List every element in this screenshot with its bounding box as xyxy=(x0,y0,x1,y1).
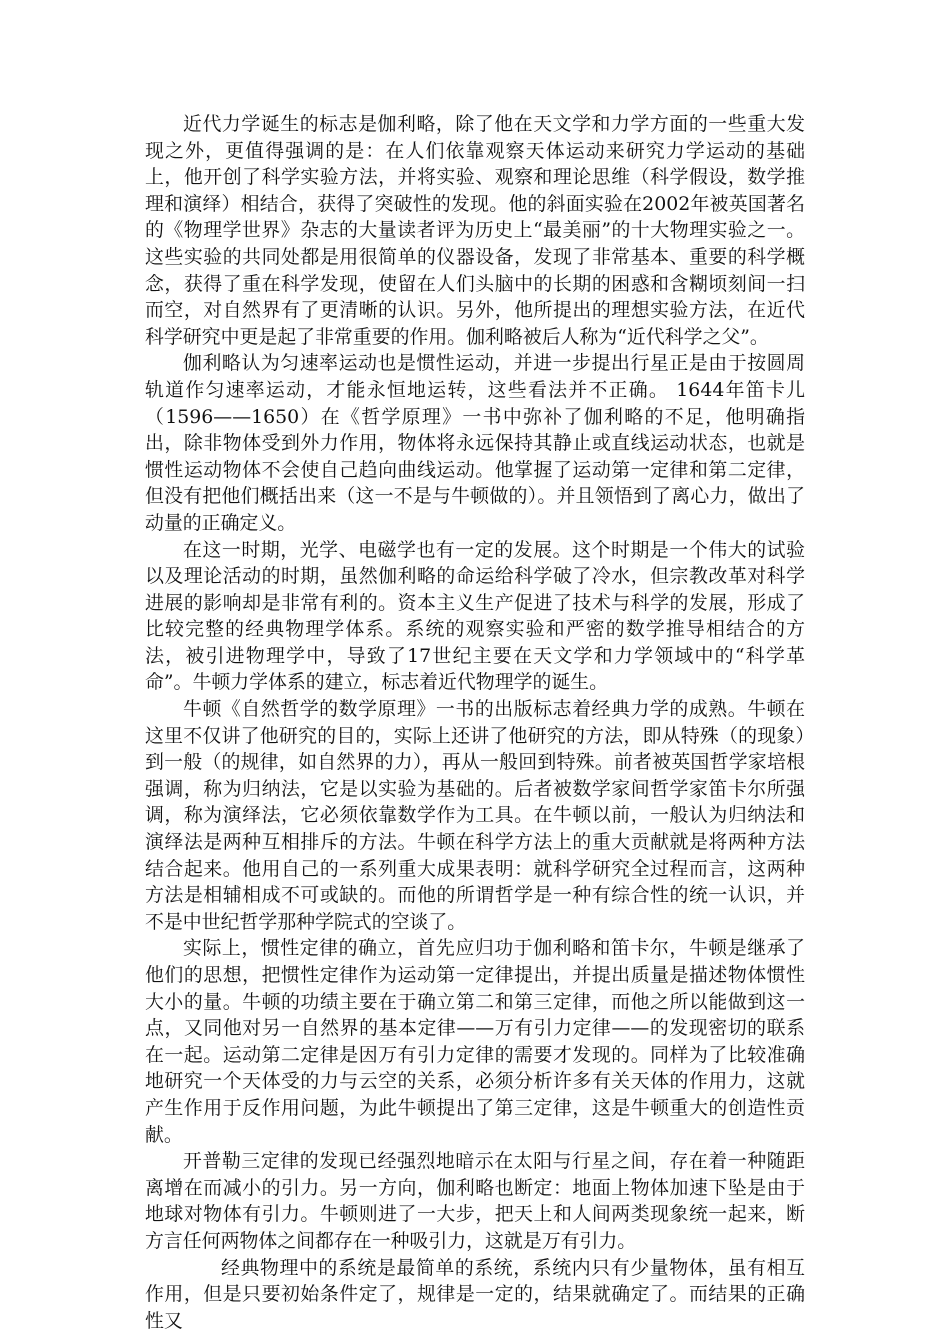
body-text xyxy=(145,111,805,1334)
paragraph-kepler-gravitation: 开普勒三定律的发现已经强烈地暗示在太阳与行星之间，存在着一种随距离增在而减小的引力。另一方向，伽利略也断定：地面上物体加速下坠是由于地球对物体有引力。牛顿则进了一大步，把天上和人间两类现象统一起来，断方言任何两物体之间都存在一种吸引力，这就是万有引力。 xyxy=(145,1150,805,1252)
paragraph-scientific-revolution: 在这一时期，光学、电磁学也有一定的发展。这个时期是一个伟大的试验以及理论活动的时期，虽然伽利略的命运给科学破了冷水，但宗教改革对科学进展的影响却是非常有利的。资本主义生产促进了技术与科学的发展，形成了比较完整的经典物理学体系。系统的观察实验和严密的数学推导相结合的方法，被引进物理学中，导致了17世纪主要在天文学和力学领域中的“科学革命”。牛顿力学体系的建立，标志着近代物理学的诞生。 xyxy=(145,538,805,694)
paragraph-galileo-descartes: 伽利略认为匀速率运动也是惯性运动，并进一步提出行星正是由于按圆周轨道作匀速率运动，才能永恒地运转，这些看法并不正确。 1644年笛卡儿（1596——1650）在《哲学原理》一书中弥补了伽利略的不足，他明确指出，除非物体受到外力作用，物体将永远保持其静止或直线运动状态，也就是惯性运动物体不会使自己趋向曲线运动。他掌握了运动第一定律和第二定律，但没有把他们概括出来（这一不是与牛顿做的）。并且领悟到了离心力，做出了动量的正确定义。 xyxy=(145,352,805,534)
paragraph-galileo-birth-of-mechanics: 近代力学诞生的标志是伽利略，除了他在天文学和力学方面的一些重大发现之外，更值得强调的是：在人们依靠观察天体运动来研究力学运动的基础上，他开创了科学实验方法，并将实验、观察和理论思维（科学假设，数学推理和演绎）相结合，获得了突破性的发现。他的斜面实验在2002年被英国著名的《物理学世界》杂志的大量读者评为历史上“最美丽”的十大物理实验之一。这些实验的共同处都是用很简单的仪器设备，发现了非常基本、重要的科学概念，获得了重在科学发现，使留在人们头脑中的长期的困惑和含糊顷刻间一扫而空，对自然界有了更清晰的认识。另外，他所提出的理想实验方法，在近代科学研究中更是起了非常重要的作用。伽利略被后人称为“近代科学之父”。 xyxy=(145,113,805,348)
paragraph-classical-systems: 经典物理中的系统是最简单的系统，系统内只有少量物体，虽有相互作用，但是只要初始条件定了，规律是一定的，结果就确定了。而结果的正确性又 xyxy=(145,1256,805,1332)
paragraph-law-of-inertia: 实际上，惯性定律的确立，首先应归功于伽利略和笛卡尔，牛顿是继承了他们的思想，把惯性定律作为运动第一定律提出，并提出质量是描述物体惯性大小的量。牛顿的功绩主要在于确立第二和第三定律，而他之所以能做到这一点，又同他对另一自然界的基本定律——万有引力定律——的发现密切的联系在一起。运动第二定律是因万有引力定律的需要才发现的。同样为了比较准确地研究一个天体受的力与云空的关系，必须分析许多有关天体的作用力，这就产生作用于反作用问题，为此牛顿提出了第三定律，这是牛顿重大的创造性贡献。 xyxy=(145,937,805,1146)
paragraph-newton-principia: 牛顿《自然哲学的数学原理》一书的出版标志着经典力学的成熟。牛顿在这里不仅讲了他研究的目的，实际上还讲了他研究的方法，即从特殊（的现象）到一般（的规律，如自然界的力），再从一般回到特殊。前者被英国哲学家培根强调，称为归纳法，它是以实验为基础的。后者被数学家间哲学家笛卡尔所强调，称为演绎法，它必须依靠数学作为工具。在牛顿以前，一般认为归纳法和演绎法是两种互相排斥的方法。牛顿在科学方法上的重大贡献就是将两种方法结合起来。他用自己的一系列重大成果表明：就科学研究全过程而言，这两种方法是相辅相成不可或缺的。而他的所谓哲学是一种有综合性的统一认识，并不是中世纪哲学那种学院式的空谈了。 xyxy=(145,698,805,933)
